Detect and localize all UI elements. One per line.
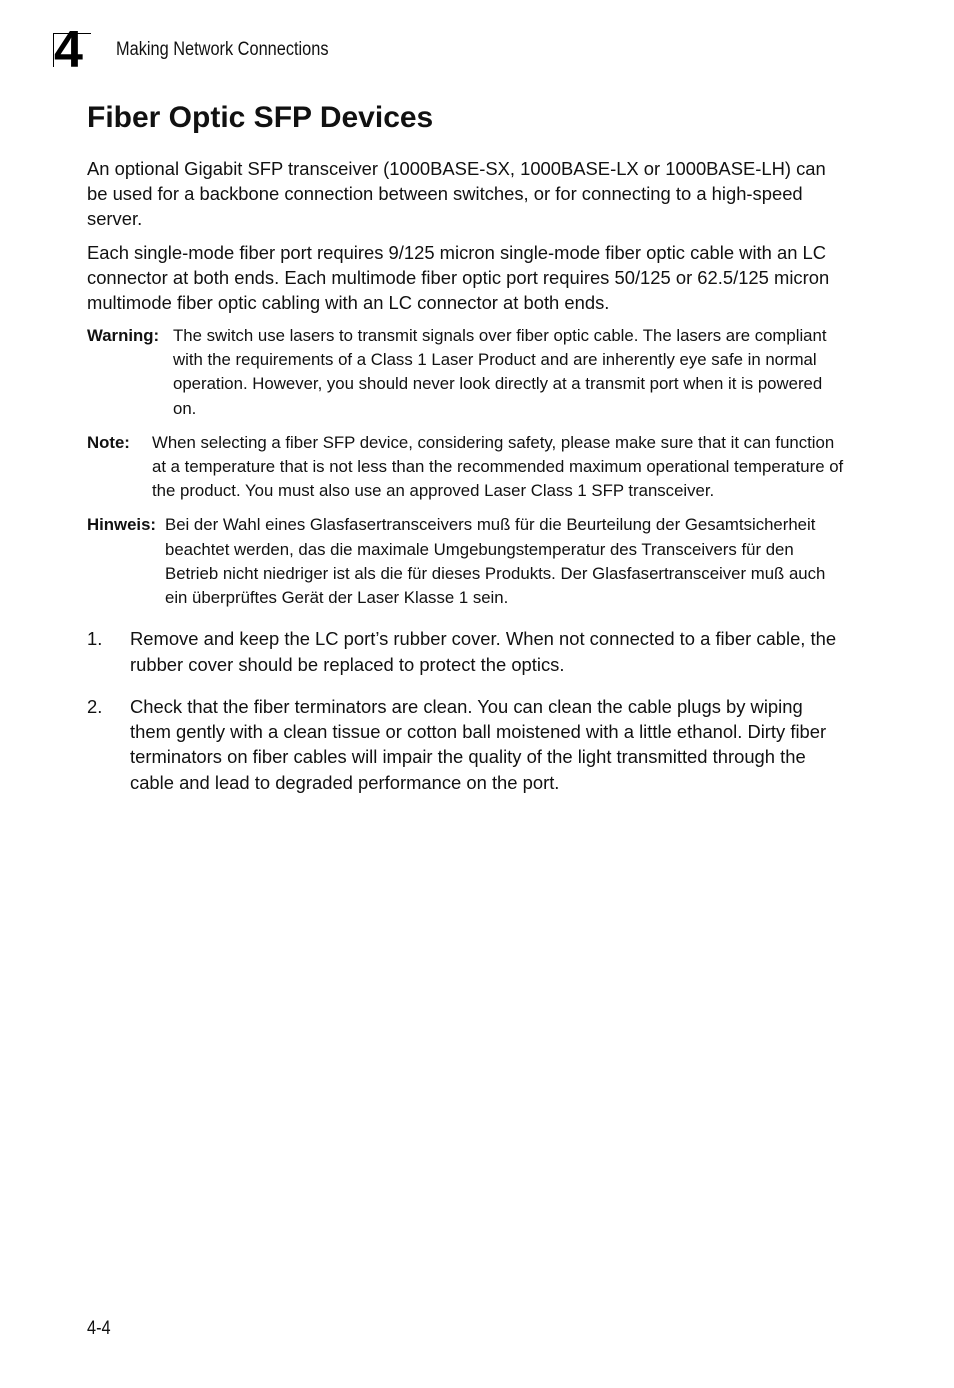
chapter-number: 4 [54,21,83,79]
hinweis-text: Bei der Wahl eines Glasfasertransceivers muß für die Beurteilung der Gesamtsicherheit beachtet werden, das die maximale Umgebungstemperatur des Transceivers für den Betrieb nicht niedriger ist als die für dieses Produkts. Der Glasfasertransceiver muß auch ein überprüftes Gerät der Laser Klasse 1 sein. [165,515,826,608]
warning-notice [87,324,847,421]
running-header-title: Making Network Connections [116,39,329,60]
step-text: Check that the fiber terminators are clean. You can clean the cable plugs by wiping them gently with a clean tissue or cotton ball moistened with a little ethanol. Dirty fiber terminators on fiber cables will impair the quality of the light transmitted through the cable and lead to degraded performance on the port. [130,695,827,793]
installation-steps [87,626,847,795]
page-title: Fiber Optic SFP Devices [87,101,434,134]
note-notice [87,431,847,504]
cable-requirements-paragraph: Each single-mode fiber port requires 9/125 micron single-mode fiber optic cable with an LC connector at both ends. Each multimode fiber optic port requires 50/125 or 62.5/125 micron multimode fiber optic cabling with an LC connector at both ends. [87,242,830,313]
main-content [87,156,847,812]
step-text: Remove and keep the LC port’s rubber cover. When not connected to a fiber cable, the rubber cover should be replaced to protect the optics. [130,628,837,675]
warning-label: Warning: [87,326,160,345]
step-item [87,626,847,677]
hinweis-notice [87,513,847,610]
note-text: When selecting a fiber SFP device, considering safety, please make sure that it can function at a temperature that is not less than the recommended maximum operational temperature of the product. You must also use an approved Laser Class 1 SFP transceiver. [152,432,844,501]
note-label: Note: [87,432,130,452]
hinweis-label: Hinweis: [87,515,157,535]
warning-text: The switch use lasers to transmit signals over fiber optic cable. The lasers are compliant with the requirements of a Class 1 Laser Product and are inherently eye safe in normal operation. However, you should never look directly at a transmit port when it is powered on. [173,326,827,418]
intro-paragraph: An optional Gigabit SFP transceiver (1000BASE-SX, 1000BASE-LX or 1000BASE-LH) can be used for a backbone connection between switches, or for connecting to a high-speed server. [87,158,826,229]
step-number: 1. [87,628,103,650]
step-number: 2. [87,695,103,717]
step-item [87,694,847,795]
page-number: 4-4 [87,1318,111,1339]
